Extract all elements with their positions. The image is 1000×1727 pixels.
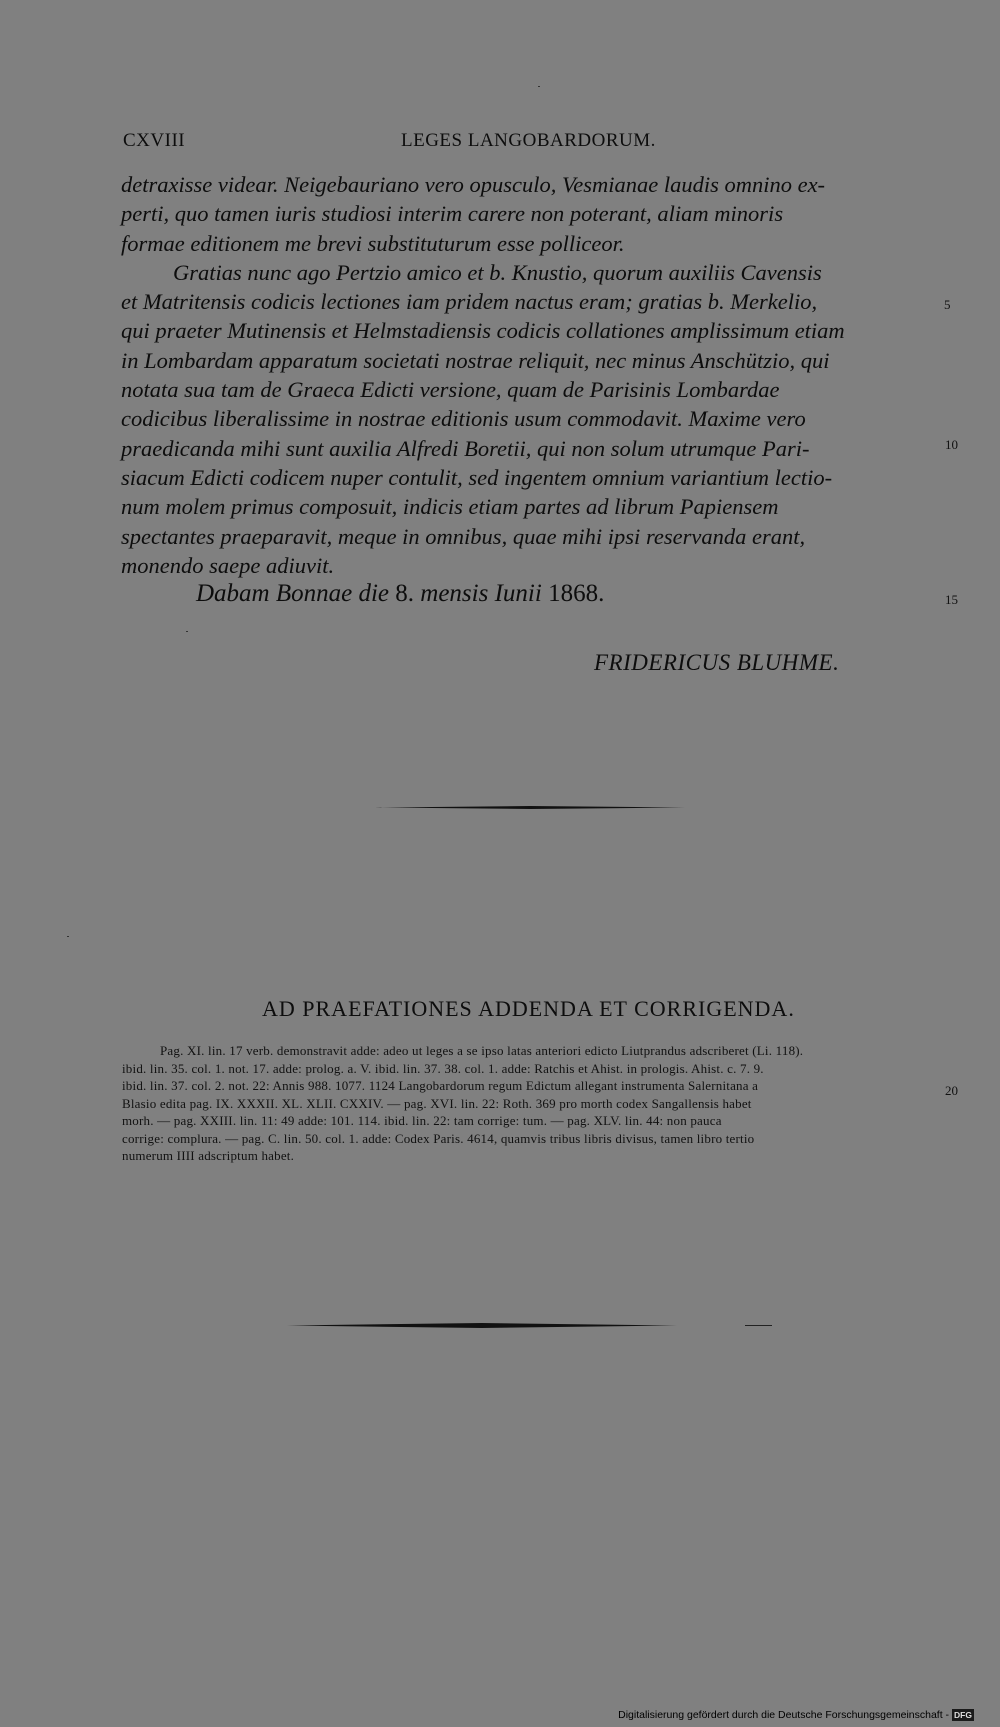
dateline-year: 1868. [548, 580, 605, 607]
running-head: LEGES LANGOBARDORUM. [401, 130, 656, 151]
text-line: qui praeter Mutinensis et Helmstadiensis codicis collationes amplissimum etiam [121, 318, 845, 344]
ornamental-rule [375, 806, 685, 809]
text-line: spectantes praeparavit, meque in omnibus, quae mihi ipsi reservanda erant, [121, 523, 806, 549]
addenda-line: Blasio edita pag. IX. XXXII. XL. XLII. CXXIV. — pag. XVI. lin. 22: Roth. 369 pro morth codex Sangallensis habet [122, 1095, 752, 1111]
text-line: praedicanda mihi sunt auxilia Alfredi Boretii, qui non solum utrumque Pari- [121, 435, 810, 461]
text-line: monendo saepe adiuvit. [121, 552, 335, 578]
line-number: 15 [945, 592, 958, 607]
text-line: num molem primus composuit, indicis etiam partes ad librum Papiensem [121, 494, 779, 520]
dateline-month: mensis Iunii [420, 580, 542, 607]
dateline-day: 8. [395, 580, 415, 607]
text-line: Gratias nunc ago Pertzio amico et b. Knustio, quorum auxiliis Cavensis [173, 259, 822, 285]
addenda-line: morh. — pag. XXIII. lin. 11: 49 adde: 101. 114. ibid. lin. 22: tam corrige: tum. — pag. XLV. lin. 44: non pauca [122, 1113, 722, 1128]
addenda-line: ibid. lin. 37. col. 2. not. 22: Annis 988. 1077. 1124 Langobardorum regum Edictum allegant instrumenta Salernitana a [122, 1078, 759, 1093]
digitization-credit [618, 1709, 974, 1721]
dfg-logo: DFG [954, 1710, 972, 1720]
credit-text: Digitalisierung gefördert durch die Deutsche Forschungsgemeinschaft - [618, 1709, 950, 1721]
text-line: codicibus liberalissime in nostrae editionis usum commodavit. Maxime vero [121, 406, 806, 432]
addenda-line: numerum IIII adscriptum habet. [122, 1148, 295, 1163]
text-line: siacum Edicti codicem nuper contulit, sed ingentem omnium variantium lectio- [121, 464, 833, 490]
scan-speck [538, 86, 540, 87]
scan-speck [186, 631, 188, 632]
addenda-line: Pag. XI. lin. 17 verb. demonstravit adde: adeo ut leges a se ipso latas anteriori edicto Liutprandus adscriberet (Li. 118). [160, 1043, 804, 1058]
preface-text [121, 170, 937, 580]
text-line: notata sua tam de Graeca Edicti versione, quam de Parisinis Lombardae [121, 377, 780, 403]
line-number: 10 [945, 437, 958, 452]
text-line: formae editionem me brevi substituturum esse polliceor. [121, 230, 625, 256]
page-header [123, 130, 668, 160]
section-title: AD PRAEFATIONES ADDENDA ET CORRIGENDA. [262, 996, 795, 1021]
addenda-text [122, 1042, 942, 1165]
line-number: 5 [944, 297, 951, 312]
signature: FRIDERICUS BLUHME. [594, 650, 840, 675]
text-line: perti, quo tamen iuris studiosi interim carere non poterant, aliam minoris [121, 201, 784, 227]
ornamental-rule [287, 1323, 772, 1328]
addenda-line: ibid. lin. 35. col. 1. not. 17. adde: prolog. a. V. ibid. lin. 37. 38. col. 1. adde: Ratchis et Ahist. in prologis. Ahist. c. 7. 9. [122, 1060, 764, 1076]
page-number: CXVIII [123, 130, 186, 151]
text-line: in Lombardam apparatum societati nostrae reliquit, nec minus Anschützio, qui [121, 347, 830, 373]
scan-speck [67, 936, 69, 937]
text-line: et Matritensis codicis lectiones iam pridem nactus eram; gratias b. Merkelio, [121, 289, 818, 315]
line-number: 20 [945, 1083, 958, 1098]
text-line: detraxisse videar. Neigebauriano vero opusculo, Vesmianae laudis omnino ex- [121, 172, 826, 197]
dateline [196, 580, 604, 608]
dateline-text: Dabam Bonnae die [196, 580, 390, 607]
addenda-line: corrige: complura. — pag. C. lin. 50. col. 1. adde: Codex Paris. 4614, quamvis tribus libris divisus, tamen libro tertio [122, 1130, 755, 1146]
